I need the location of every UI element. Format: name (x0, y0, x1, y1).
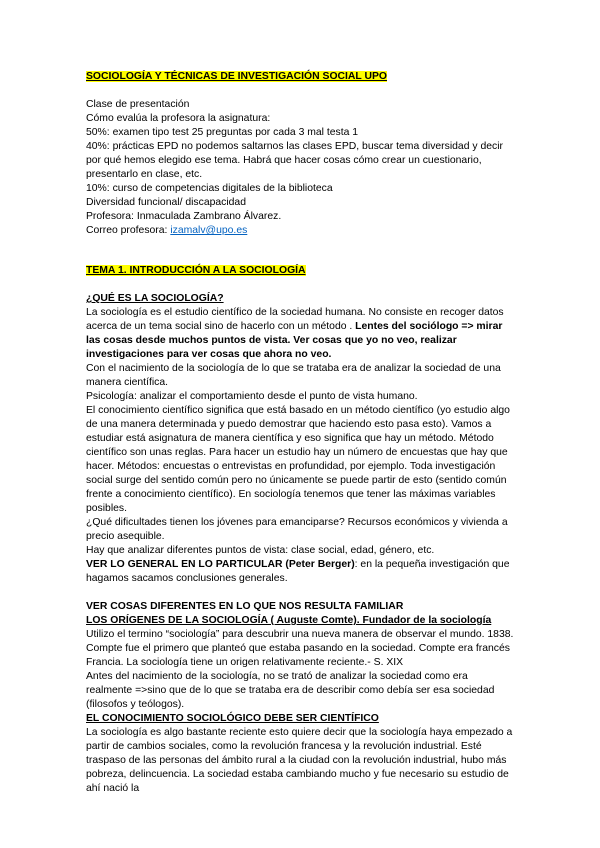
intro-line: Profesora: Inmaculada Zambrano Álvarez. (86, 211, 282, 222)
paragraph: Antes del nacimiento de la sociología, no se trató de analizar la sociedad como era realmente =>sino que de lo que se trataba era de describir como debía ser esa sociedad (filosofos y teólogos). (86, 671, 495, 710)
intro-line: 40%: prácticas EPD no podemos saltarnos las clases EPD, buscar tema diversidad y decir por qué hemos elegido ese tema. Habrá que hacer cosas cómo crear un cuestionario, presentarlo en clase, etc. (86, 141, 503, 180)
paragraph: La sociología es algo bastante reciente esto quiere decir que la sociología haya empezado a partir de cambios sociales, como la revolución francesa y la revolución industrial. Esté traspaso de las personas del ámbito rural a la ciudad con la revolución industrial, hubo más pobreza, delincuencia. La sociedad estaba cambiando mucho y fue necesario su estudio de ahí nació la (86, 727, 513, 794)
email-label: Correo profesora: (86, 225, 171, 236)
paragraph: El conocimiento científico significa que está basado en un método científico (yo estudio algo de una manera determinada y puedo demostrar que haciendo esto pasa esto). Vamos a estudiar está asignatura de manera científica y eso significa que hay un método. Método científico son unas reglas. Para hacer un estudio hay un número de encuestas que hay que hacer. Métodos: encuestas o entrevistas en profundidad, por ejemplo. Toda investigación social surge del sentido común pero no únicamente se puede partir de esto (sentido común frente a conocimiento científico). En sociología tenemos que tener las máximas variables posibles. (86, 405, 510, 514)
paragraph: Hay que analizar diferentes puntos de vista: clase social, edad, género, etc. (86, 545, 435, 556)
subsection-heading: EL CONOCIMIENTO SOCIOLÓGICO DEBE SER CIENTÍFICO (86, 713, 379, 724)
subsection-heading: VER COSAS DIFERENTES EN LO QUE NOS RESULTA FAMILIAR (86, 601, 404, 612)
intro-line: Cómo evalúa la profesora la asignatura: (86, 113, 271, 124)
intro-line: 50%: examen tipo test 25 preguntas por cada 3 mal testa 1 (86, 127, 359, 138)
email-line (86, 224, 516, 238)
subsection-heading: ¿QUÉ ES LA SOCIOLOGÍA? (86, 293, 224, 304)
section-heading: TEMA 1. INTRODUCCIÓN A LA SOCIOLOGÍA (86, 265, 306, 276)
document-title: SOCIOLOGÍA Y TÉCNICAS DE INVESTIGACIÓN SOCIAL UPO (86, 71, 387, 82)
document-page (86, 70, 516, 796)
paragraph: La sociología es el estudio científico de la sociedad humana. No consiste en recoger datos acerca de un tema social sino de hacerlo con un método . Lentes del sociólogo => mirar las cosas desde muchos puntos de vista. Ver cosas que yo no veo, realizar investigaciones para ver cosas que ahora no veo. (86, 307, 504, 360)
intro-line: Clase de presentación (86, 99, 190, 110)
intro-line: 10%: curso de competencias digitales de la biblioteca (86, 183, 333, 194)
intro-line: Diversidad funcional/ discapacidad (86, 197, 246, 208)
subsection-heading: LOS ORÍGENES DE LA SOCIOLOGÍA ( Auguste Comte). Fundador de la sociología (86, 615, 492, 626)
paragraph: VER LO GENERAL EN LO PARTICULAR (Peter Berger): en la pequeña investigación que hagamos sacamos conclusiones generales. (86, 559, 510, 584)
paragraph: Utilizo el termino “sociología” para descubrir una nueva manera de observar el mundo. 1838. Compte fue el primero que planteó que estaba pasando en la sociedad. Compte era francés Francia. La sociología tiene un origen relativamente reciente.- S. XIX (86, 629, 514, 668)
paragraph: ¿Qué dificultades tienen los jóvenes para emanciparse? Recursos económicos y vivienda a precio asequible. (86, 517, 508, 542)
paragraph: Con el nacimiento de la sociología de lo que se trataba era de analizar la sociedad de una manera científica. (86, 363, 501, 388)
email-link[interactable]: izamalv@upo.es (170, 225, 248, 236)
paragraph: Psicología: analizar el comportamiento desde el punto de vista humano. (86, 391, 418, 402)
